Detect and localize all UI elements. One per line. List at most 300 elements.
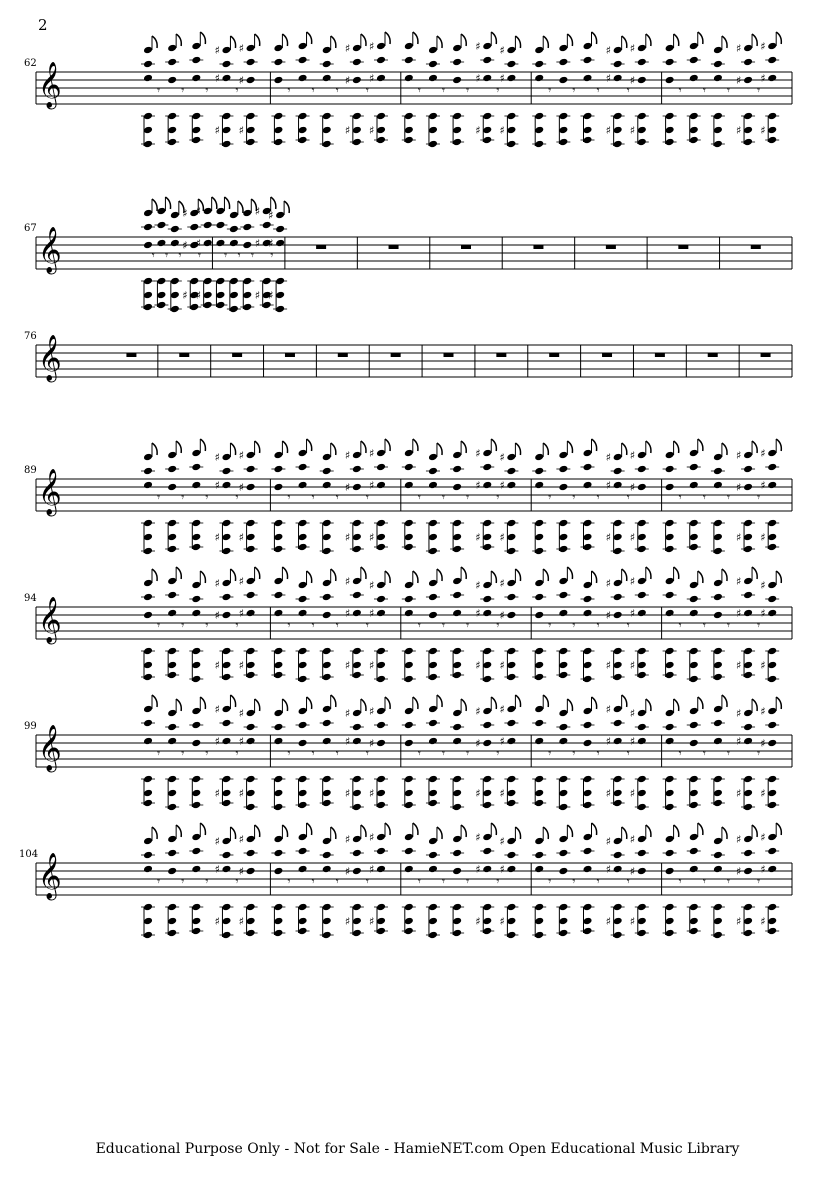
notehead	[613, 865, 623, 874]
whole-rest	[678, 245, 688, 249]
eighth-rest: 𝄾	[572, 491, 576, 504]
sharp-icon: ♯	[475, 915, 481, 928]
sharp-icon: ♯	[238, 865, 244, 878]
notehead	[203, 291, 213, 300]
notehead	[322, 789, 332, 798]
chord	[141, 443, 157, 555]
notehead	[246, 451, 256, 460]
notehead	[428, 481, 438, 490]
sharp-icon: ♯	[344, 481, 351, 494]
sharp-icon: ♯	[475, 705, 481, 718]
chord	[532, 443, 548, 555]
notehead	[376, 707, 386, 716]
notehead	[322, 453, 332, 462]
notehead	[613, 737, 623, 746]
chord	[711, 443, 727, 555]
whole-rest	[126, 353, 136, 357]
eighth-rest: 𝄾	[335, 875, 339, 888]
notehead	[665, 867, 675, 876]
notehead	[743, 867, 753, 876]
notehead	[298, 865, 308, 874]
notehead	[713, 453, 723, 462]
sharp-icon: ♯	[344, 74, 351, 87]
notehead	[583, 581, 593, 590]
notehead	[322, 611, 332, 620]
eighth-rest: 𝄾	[626, 84, 630, 97]
chord	[320, 827, 336, 939]
sharp-icon: ♯	[760, 447, 766, 460]
chord	[189, 571, 205, 683]
eighth-rest: 𝄾	[442, 619, 445, 632]
sharp-icon: ♯	[475, 607, 481, 620]
chord	[736, 34, 757, 146]
chord	[227, 201, 243, 313]
measure-number: 67	[24, 223, 37, 234]
sharp-icon: ♯	[214, 531, 220, 544]
notehead	[404, 833, 414, 842]
notehead	[143, 737, 153, 746]
whole-rest	[338, 353, 348, 357]
notehead	[143, 74, 153, 83]
notehead	[637, 835, 647, 844]
sharp-icon: ♯	[499, 72, 505, 85]
sharp-icon: ♯	[368, 124, 375, 137]
sharp-icon: ♯	[736, 124, 742, 137]
chord	[320, 569, 336, 681]
measure-number: 62	[24, 58, 37, 69]
notehead	[583, 533, 593, 542]
chord	[214, 443, 235, 555]
notehead	[713, 533, 723, 542]
notehead	[613, 533, 623, 542]
notehead	[352, 483, 362, 492]
notehead	[713, 705, 723, 714]
chord	[141, 36, 157, 148]
notehead	[221, 579, 231, 588]
notehead	[376, 865, 386, 874]
notehead	[613, 837, 623, 846]
notehead	[191, 74, 201, 83]
notehead	[534, 705, 544, 714]
notehead	[428, 789, 438, 798]
sharp-icon: ♯	[254, 289, 261, 302]
whole-rest	[549, 353, 559, 357]
notehead	[637, 709, 647, 718]
notehead	[506, 533, 516, 542]
sharp-icon: ♯	[736, 787, 742, 800]
notehead	[665, 917, 675, 926]
sharp-icon: ♯	[238, 735, 244, 748]
sharp-icon: ♯	[368, 659, 375, 672]
notehead	[558, 44, 568, 53]
eighth-rest: 𝄾	[417, 84, 421, 97]
chord	[556, 699, 572, 811]
chord	[239, 34, 260, 146]
notehead	[743, 789, 753, 798]
eighth-rest: 𝄾	[335, 619, 339, 632]
treble-clef-icon: 𝄞	[38, 335, 62, 381]
notehead	[298, 74, 308, 83]
notehead	[143, 291, 153, 300]
notehead	[170, 239, 180, 248]
notehead	[404, 126, 414, 135]
chord	[606, 827, 627, 939]
notehead	[534, 74, 544, 83]
chord	[532, 36, 548, 148]
notehead	[506, 46, 516, 55]
eighth-rest: 𝄾	[626, 491, 630, 504]
eighth-rest: 𝄾	[626, 747, 630, 760]
notehead	[558, 835, 568, 844]
whole-rest	[316, 245, 326, 249]
notehead	[352, 661, 362, 670]
notehead	[404, 481, 414, 490]
whole-rest	[655, 353, 665, 357]
eighth-rest: 𝄾	[496, 84, 500, 97]
eighth-rest: 𝄾	[572, 84, 576, 97]
notehead	[428, 453, 438, 462]
sharp-icon: ♯	[344, 735, 351, 748]
notehead	[167, 835, 177, 844]
sharp-icon: ♯	[268, 237, 274, 250]
notehead	[322, 579, 332, 588]
eighth-rest: 𝄾	[311, 84, 315, 97]
sharp-icon: ♯	[254, 237, 261, 250]
eighth-rest: 𝄾	[287, 747, 291, 760]
whole-rest	[751, 245, 761, 249]
eighth-rest: 𝄾	[311, 875, 315, 888]
notehead	[203, 207, 213, 216]
notehead	[534, 46, 544, 55]
sharp-icon: ♯	[629, 531, 636, 544]
eighth-rest: 𝄾	[548, 491, 552, 504]
chord	[556, 441, 572, 553]
notehead	[428, 917, 438, 926]
notehead	[246, 76, 256, 85]
chord	[736, 825, 757, 937]
eighth-rest: 𝄾	[181, 619, 185, 632]
sharp-icon: ♯	[629, 787, 636, 800]
notehead	[743, 577, 753, 586]
sharp-icon: ♯	[214, 124, 220, 137]
whole-rest	[444, 353, 454, 357]
notehead	[273, 577, 283, 586]
notehead	[534, 661, 544, 670]
notehead	[743, 126, 753, 135]
notehead	[506, 737, 516, 746]
notehead	[506, 917, 516, 926]
notehead	[298, 917, 308, 926]
notehead	[322, 917, 332, 926]
notehead	[689, 42, 699, 51]
notehead	[637, 661, 647, 670]
notehead	[246, 661, 256, 670]
eighth-rest: 𝄾	[596, 875, 600, 888]
chord	[345, 441, 366, 553]
notehead	[273, 709, 283, 718]
notehead	[167, 789, 177, 798]
notehead	[404, 42, 414, 51]
sharp-icon: ♯	[182, 289, 188, 302]
chord	[499, 443, 520, 555]
sharp-icon: ♯	[629, 42, 636, 55]
chord	[736, 699, 757, 811]
eighth-rest: 𝄾	[224, 249, 228, 262]
notehead	[452, 533, 462, 542]
notehead	[167, 737, 177, 746]
notehead	[428, 837, 438, 846]
sharp-icon: ♯	[499, 44, 505, 57]
eighth-rest: 𝄾	[417, 747, 421, 760]
notehead	[613, 74, 623, 83]
notehead	[298, 609, 308, 618]
chord	[760, 697, 781, 809]
chord	[214, 569, 235, 681]
eighth-rest: 𝄾	[181, 875, 185, 888]
sharp-icon: ♯	[238, 915, 244, 928]
sharp-icon: ♯	[736, 833, 742, 846]
sharp-icon: ♯	[605, 787, 611, 800]
notehead	[558, 483, 568, 492]
notehead	[713, 611, 723, 620]
sharp-icon: ♯	[368, 40, 375, 53]
sharp-icon: ♯	[214, 577, 220, 590]
notehead	[167, 577, 177, 586]
notehead	[273, 917, 283, 926]
sharp-icon: ♯	[736, 915, 742, 928]
chord	[580, 571, 596, 683]
chord	[345, 825, 366, 937]
notehead	[191, 739, 201, 748]
eighth-rest: 𝄾	[417, 875, 421, 888]
notehead	[583, 865, 593, 874]
notehead	[376, 449, 386, 458]
notehead	[298, 789, 308, 798]
eighth-rest: 𝄾	[596, 84, 600, 97]
sharp-icon: ♯	[182, 239, 188, 252]
eighth-rest: 𝄾	[365, 619, 369, 632]
notehead	[191, 789, 201, 798]
notehead	[482, 833, 492, 842]
notehead	[242, 209, 252, 218]
notehead	[689, 707, 699, 716]
chord	[556, 825, 572, 937]
chord	[271, 699, 287, 811]
sharp-icon: ♯	[238, 481, 244, 494]
chord	[499, 569, 520, 681]
sharp-icon: ♯	[760, 40, 766, 53]
notehead	[246, 737, 256, 746]
notehead	[352, 44, 362, 53]
notehead	[322, 46, 332, 55]
notehead	[143, 453, 153, 462]
chord	[345, 34, 366, 146]
treble-clef-icon: 𝄞	[38, 597, 62, 643]
notehead	[534, 453, 544, 462]
notehead	[689, 833, 699, 842]
chord	[450, 34, 466, 146]
sharp-icon: ♯	[344, 707, 351, 720]
chord	[214, 827, 235, 939]
notehead	[191, 865, 201, 874]
eighth-rest: 𝄾	[572, 619, 576, 632]
notehead	[767, 581, 777, 590]
notehead	[506, 126, 516, 135]
notehead	[558, 533, 568, 542]
staff-system	[0, 27, 835, 167]
sharp-icon: ♯	[238, 707, 244, 720]
whole-rest	[391, 353, 401, 357]
notehead	[143, 611, 153, 620]
notehead	[143, 46, 153, 55]
notehead	[221, 74, 231, 83]
sharp-icon: ♯	[499, 577, 505, 590]
notehead	[767, 739, 777, 748]
treble-clef-icon: 𝄞	[38, 853, 62, 899]
sharp-icon: ♯	[499, 124, 505, 137]
eighth-rest: 𝄾	[726, 747, 730, 760]
sharp-icon: ♯	[238, 42, 244, 55]
sharp-icon: ♯	[499, 451, 505, 464]
notehead	[613, 579, 623, 588]
sharp-icon: ♯	[605, 44, 611, 57]
notehead	[713, 126, 723, 135]
notehead	[221, 533, 231, 542]
eighth-rest: 𝄾	[235, 619, 239, 632]
chord	[556, 34, 572, 146]
notehead	[583, 481, 593, 490]
notehead	[322, 737, 332, 746]
sharp-icon: ♯	[268, 209, 274, 222]
notehead	[221, 789, 231, 798]
notehead	[767, 865, 777, 874]
notehead	[665, 835, 675, 844]
eighth-rest: 𝄾	[205, 875, 209, 888]
eighth-rest: 𝄾	[702, 84, 706, 97]
notehead	[221, 661, 231, 670]
sharp-icon: ♯	[368, 737, 375, 750]
notehead	[167, 126, 177, 135]
sharp-icon: ♯	[499, 659, 505, 672]
notehead	[428, 705, 438, 714]
chord	[736, 441, 757, 553]
eighth-rest: 𝄾	[548, 747, 552, 760]
notehead	[246, 577, 256, 586]
eighth-rest: 𝄾	[572, 747, 576, 760]
notehead	[637, 867, 647, 876]
notehead	[428, 533, 438, 542]
whole-rest	[461, 245, 471, 249]
whole-rest	[389, 245, 399, 249]
chord	[271, 825, 287, 937]
sharp-icon: ♯	[736, 735, 742, 748]
notehead	[404, 74, 414, 83]
sharp-icon: ♯	[182, 207, 188, 220]
notehead	[322, 481, 332, 490]
notehead	[242, 241, 252, 250]
notehead	[221, 837, 231, 846]
notehead	[583, 661, 593, 670]
sharp-icon: ♯	[760, 479, 766, 492]
sharp-icon: ♯	[760, 659, 766, 672]
notehead	[352, 609, 362, 618]
sharp-icon: ♯	[736, 449, 742, 462]
notehead	[713, 661, 723, 670]
eighth-rest: 𝄾	[157, 491, 161, 504]
sharp-icon: ♯	[475, 579, 481, 592]
notehead	[170, 291, 180, 300]
notehead	[452, 126, 462, 135]
eighth-rest: 𝄾	[442, 491, 445, 504]
notehead	[376, 661, 386, 670]
chord	[239, 699, 260, 811]
notehead	[191, 449, 201, 458]
eighth-rest: 𝄾	[548, 619, 552, 632]
notehead	[298, 533, 308, 542]
chord	[165, 441, 181, 553]
notehead	[246, 789, 256, 798]
chord	[532, 827, 548, 939]
notehead	[221, 481, 231, 490]
notehead	[428, 661, 438, 670]
sharp-icon: ♯	[736, 659, 742, 672]
sharp-icon: ♯	[629, 449, 636, 462]
notehead	[404, 533, 414, 542]
chord	[687, 697, 703, 809]
notehead	[689, 661, 699, 670]
notehead	[689, 126, 699, 135]
sharp-icon: ♯	[499, 609, 505, 622]
notehead	[273, 483, 283, 492]
staff-system	[0, 818, 835, 958]
sharp-icon: ♯	[475, 479, 481, 492]
sharp-icon: ♯	[499, 703, 505, 716]
eighth-rest: 𝄾	[702, 747, 706, 760]
notehead	[221, 917, 231, 926]
eighth-rest: 𝄾	[442, 875, 445, 888]
notehead	[743, 661, 753, 670]
notehead	[143, 209, 153, 218]
notehead	[713, 837, 723, 846]
notehead	[665, 483, 675, 492]
sharp-icon: ♯	[368, 579, 375, 592]
notehead	[665, 709, 675, 718]
notehead	[143, 126, 153, 135]
sharp-icon: ♯	[368, 787, 375, 800]
notehead	[506, 837, 516, 846]
chord	[499, 827, 520, 939]
notehead	[506, 453, 516, 462]
staff-system	[0, 562, 835, 702]
sharp-icon: ♯	[629, 707, 636, 720]
notehead	[743, 609, 753, 618]
notehead	[191, 661, 201, 670]
notehead	[246, 533, 256, 542]
eighth-rest: 𝄾	[466, 491, 470, 504]
eighth-rest: 𝄾	[757, 875, 761, 888]
notehead	[452, 867, 462, 876]
notehead	[506, 789, 516, 798]
eighth-rest: 𝄾	[548, 875, 552, 888]
sharp-icon: ♯	[475, 447, 481, 460]
measure-number: 94	[24, 593, 37, 604]
notehead	[322, 705, 332, 714]
chord	[606, 443, 627, 555]
notehead	[298, 833, 308, 842]
chord	[426, 36, 442, 148]
eighth-rest: 𝄾	[726, 491, 730, 504]
eighth-rest: 𝄾	[466, 84, 470, 97]
